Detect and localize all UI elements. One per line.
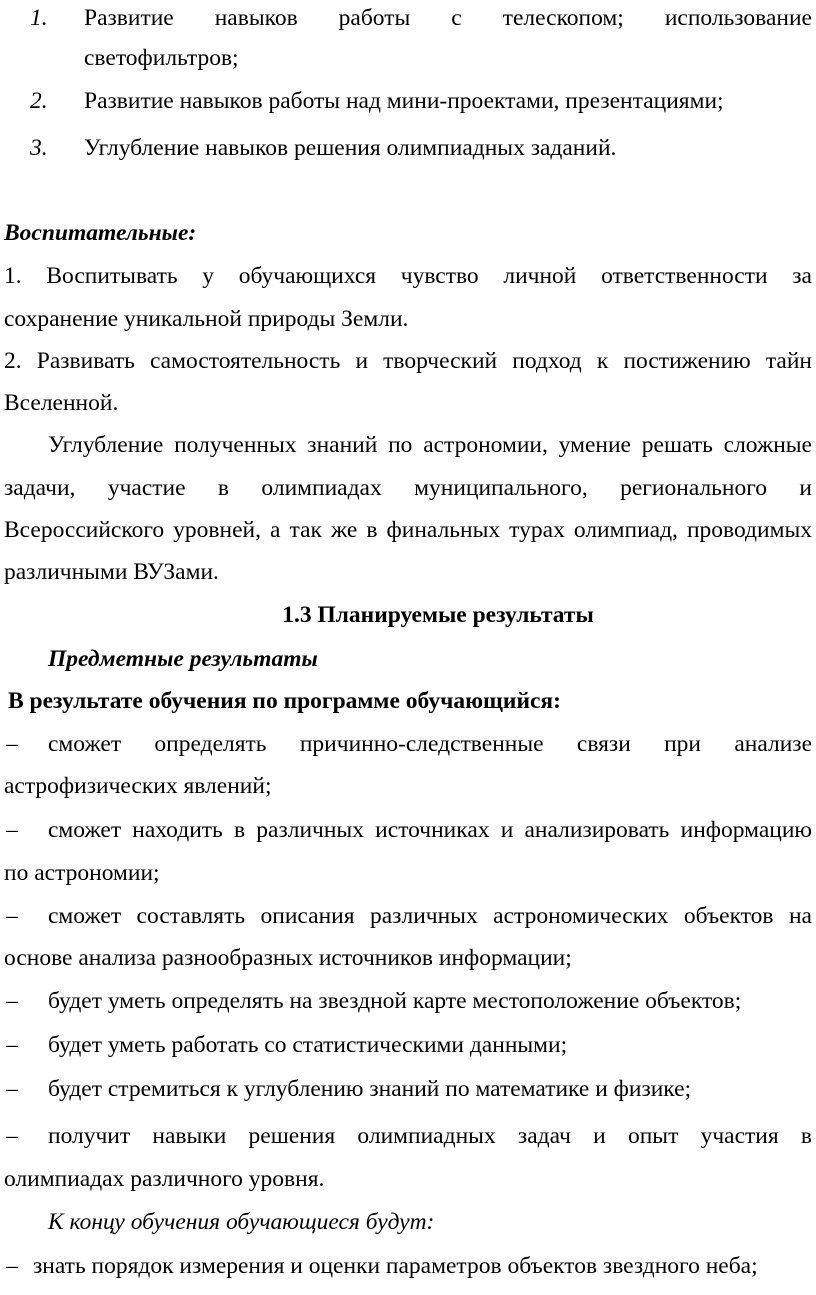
dash-marker: – [6, 1076, 18, 1102]
section-title: 1.3 Планируемые результаты [282, 602, 594, 628]
bullet-text: сможет находить в различных источниках и анализировать информацию [48, 817, 812, 843]
text-line: сохранение уникальной природы Земли. [4, 306, 409, 332]
text-line: Всероссийского уровней, а так же в финальных турах олимпиад, проводимых [4, 517, 812, 543]
bullet-text: сможет определять причинно-следственные связи при анализе [48, 731, 812, 757]
bullet-text: основе анализа разнообразных источников информации; [4, 945, 572, 971]
dash-marker: – [6, 1253, 18, 1279]
text-line: задачи, участие в олимпиадах муниципального, регионального и [4, 475, 812, 501]
bullet-text: будет стремиться к углублению знаний по математике и физике; [48, 1076, 692, 1102]
bullet-text: получит навыки решения олимпиадных задач и опыт участия в [48, 1123, 812, 1149]
text-line: Вселенной. [4, 390, 119, 416]
bullet-text: астрофизических явлений; [4, 773, 272, 799]
dash-marker: – [6, 988, 18, 1014]
dash-marker: – [6, 731, 18, 757]
list-item-text: Развитие навыков работы над мини-проектами, презентациями; [84, 88, 724, 114]
list-item-text: Углубление навыков решения олимпиадных заданий. [84, 135, 617, 161]
text-line: различными ВУЗами. [4, 559, 219, 585]
section-subtitle: Предметные результаты [48, 646, 318, 672]
bullet-text: будет уметь работать со статистическими данными; [48, 1032, 568, 1058]
list-number: 3. [30, 135, 48, 161]
section-heading: Воспитательные: [4, 220, 197, 246]
dash-marker: – [6, 903, 18, 929]
dash-marker: – [6, 1123, 18, 1149]
bullet-text: олимпиадах различного уровня. [4, 1166, 325, 1192]
text-line: Углубление полученных знаний по астрономии, умение решать сложные [48, 432, 812, 458]
closing-lead: К концу обучения обучающиеся будут: [48, 1209, 435, 1235]
list-item-text: Развитие навыков работы с телескопом; использование [84, 5, 812, 31]
dash-marker: – [6, 817, 18, 843]
bullet-text: сможет составлять описания различных астрономических объектов на [48, 903, 812, 929]
list-item-text: светофильтров; [84, 45, 239, 71]
section-lead: В результате обучения по программе обучающийся: [8, 688, 561, 714]
list-number: 2. [30, 88, 48, 114]
bullet-text: по астрономии; [4, 860, 160, 886]
text-line: 2. Развивать самостоятельность и творческий подход к постижению тайн [4, 348, 812, 374]
text-line: 1. Воспитывать у обучающихся чувство личной ответственности за [4, 263, 812, 289]
dash-marker: – [6, 1032, 18, 1058]
bullet-text: будет уметь определять на звездной карте местоположение объектов; [48, 988, 742, 1014]
list-number: 1. [30, 5, 48, 31]
bullet-text: знать порядок измерения и оценки параметров объектов звездного неба; [33, 1253, 758, 1279]
